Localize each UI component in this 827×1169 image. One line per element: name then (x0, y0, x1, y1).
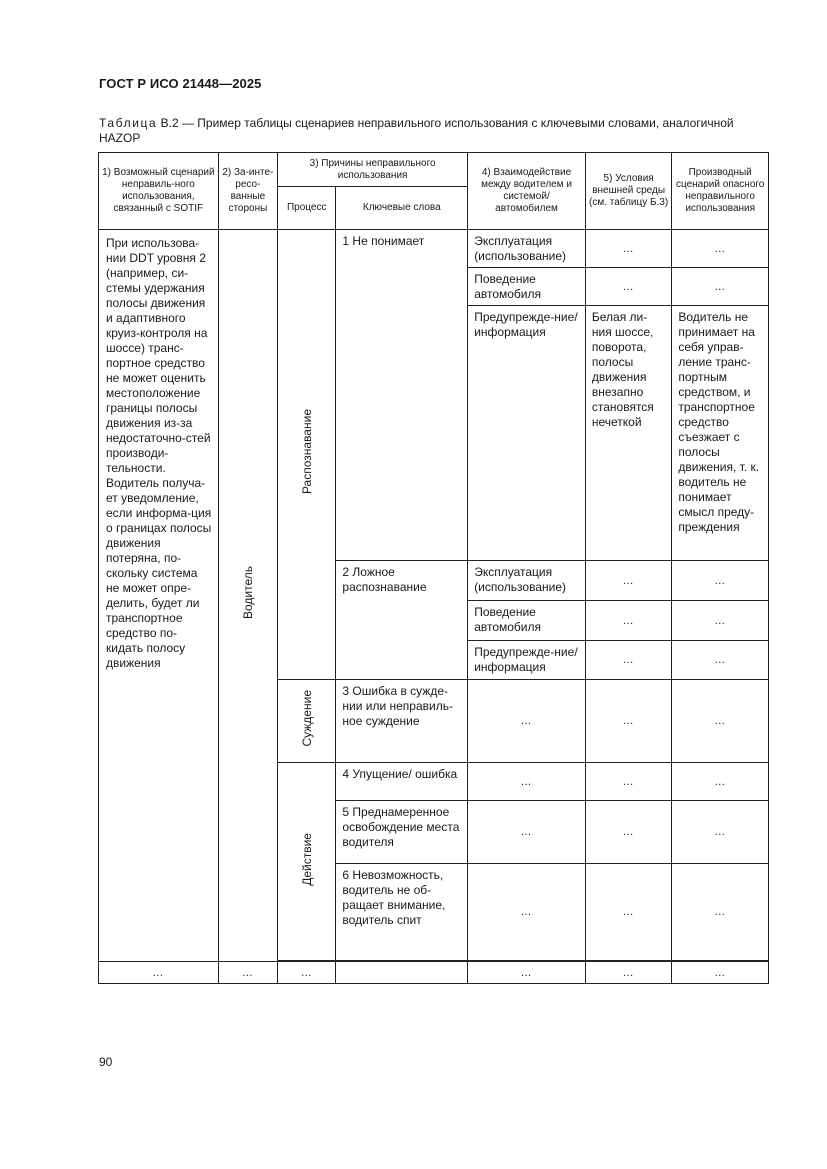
interaction-cell: … (468, 763, 586, 801)
table-caption (99, 116, 774, 146)
derived-warning: Водитель не принимает на себя управ-ление транс-портным средством, и транспортное средство съезжает с полосы движения, т. к. водитель не понимает смысл преду-преждения (672, 306, 769, 561)
process-action: Действие (299, 832, 314, 886)
process-action-cell (278, 763, 336, 961)
header-derived-scenario: Производный сценарий опасного неправильного использования (672, 153, 769, 230)
conditions-cell: … (585, 230, 672, 268)
keyword-6: 6 Невозможность, водитель не об-ращает внимание, водитель спит (336, 864, 468, 961)
keyword-2: 2 Ложное распознавание (336, 561, 468, 680)
process-judgment-cell (278, 680, 336, 763)
interaction-behavior: Поведение автомобиля (468, 268, 586, 306)
conditions-cell: … (585, 801, 672, 864)
header-process: Процесс (278, 187, 336, 230)
keyword-5: 5 Преднамеренное освобождение места водителя (336, 801, 468, 864)
final-row-process: … (278, 962, 336, 984)
interaction-cell: … (468, 801, 586, 864)
conditions-cell: … (585, 601, 672, 641)
conditions-warning: Белая ли-ния шоссе, поворота, полосы движения внезапно становятся нечеткой (585, 306, 672, 561)
derived-cell: … (672, 801, 769, 864)
keyword-3: 3 Ошибка в сужде-нии или неправиль-ное суждение (336, 680, 468, 763)
interaction-cell: … (468, 864, 586, 961)
interaction-operation: Эксплуатация (использование) (468, 561, 586, 601)
interaction-cell: … (468, 680, 586, 763)
derived-cell: … (672, 268, 769, 306)
interaction-behavior: Поведение автомобиля (468, 601, 586, 641)
header-causes: 3) Причины неправильного использования (278, 153, 468, 187)
derived-cell: … (672, 680, 769, 763)
final-row-scenario: … (99, 962, 219, 984)
process-recognition-cell (278, 230, 336, 680)
final-row-keyword (336, 962, 468, 984)
conditions-cell: … (585, 864, 672, 961)
final-row-conditions: … (585, 962, 672, 984)
misuse-scenario-table (98, 152, 769, 984)
final-row-derived: … (672, 962, 769, 984)
header-stakeholders: 2) За-инте-ресо-ванные стороны (218, 153, 277, 230)
misuse-scenario-text: При использова-нии DDT уровня 2 (например, си-стемы удержания полосы движения и адаптивного круиз-контроля на шоссе) транс-портное средство не может оценить местоположение границы полосы движения из-за недостаточно-стей производи-тельности. Водитель получа-ет уведомление, если информа-ция о границах полосы движения потеряна, по-скольку система не может опре-делить, будет ли транспортное средство по-кидать полосу движения (99, 230, 219, 962)
derived-cell: … (672, 561, 769, 601)
keyword-1: 1 Не понимает (336, 230, 468, 561)
derived-cell: … (672, 864, 769, 961)
keyword-4: 4 Упущение/ ошибка (336, 763, 468, 801)
derived-cell: … (672, 601, 769, 641)
interaction-warning: Предупрежде-ние/информация (468, 306, 586, 561)
final-row-stakeholder: … (218, 962, 277, 984)
stakeholder-label: Водитель (240, 566, 255, 620)
conditions-cell: … (585, 268, 672, 306)
derived-cell: … (672, 641, 769, 680)
header-misuse-scenario: 1) Возможный сценарий неправиль-ного использования, связанный с SOTIF (99, 153, 219, 230)
header-keywords: Ключевые слова (336, 187, 468, 230)
conditions-cell: … (585, 561, 672, 601)
process-judgment: Суждение (299, 690, 314, 747)
final-row-interaction: … (468, 962, 586, 984)
interaction-warning: Предупрежде-ние/информация (468, 641, 586, 680)
header-interaction: 4) Взаимодействие между водителем и системой/ автомобилем (468, 153, 586, 230)
header-conditions: 5) Условия внешней среды (см. таблицу Б.3) (585, 153, 672, 230)
derived-cell: … (672, 763, 769, 801)
document-header: ГОСТ Р ИСО 21448—2025 (99, 76, 262, 91)
conditions-cell: … (585, 680, 672, 763)
caption-prefix: Таблица (99, 116, 158, 130)
page-number: 90 (99, 1055, 113, 1069)
interaction-operation: Эксплуатация (использование) (468, 230, 586, 268)
stakeholder-cell (218, 230, 277, 962)
derived-cell: … (672, 230, 769, 268)
process-recognition: Распознавание (299, 409, 314, 495)
caption-text: В.2 — Пример таблицы сценариев неправильного использования с ключевыми словами, аналогичной HAZOP (99, 116, 734, 145)
conditions-cell: … (585, 641, 672, 680)
conditions-cell: … (585, 763, 672, 801)
